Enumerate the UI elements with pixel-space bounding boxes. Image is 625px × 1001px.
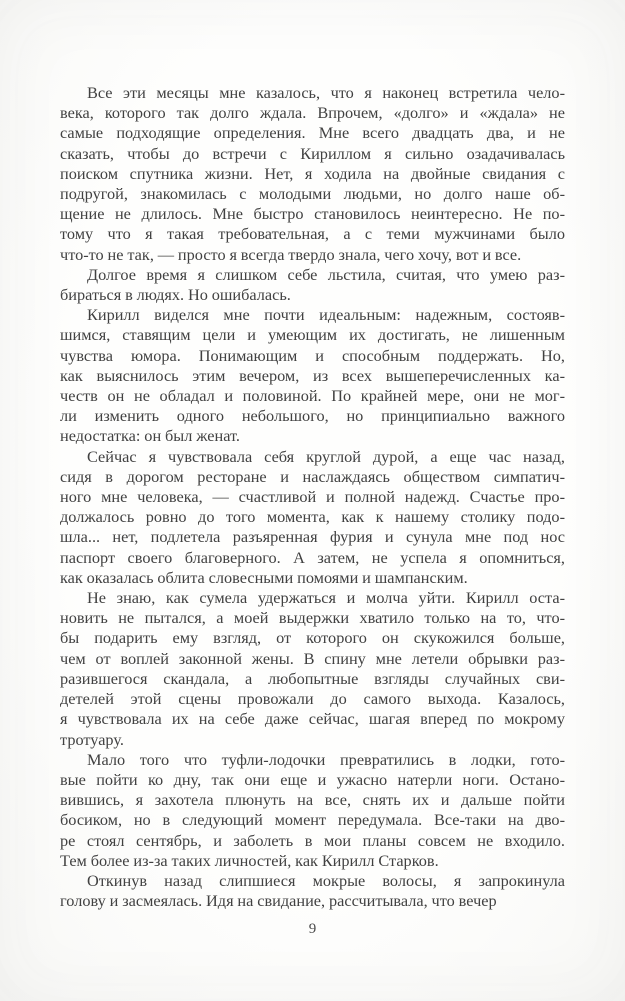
text-line: самые подходящие определения. Мне всего двадцать два, и не	[60, 123, 565, 143]
text-line: подругой, знакомилась с молодыми людьми, но долго наше об-	[60, 184, 565, 204]
text-line: босиком, но в следующий момент передумала. Все-таки на дво-	[60, 810, 565, 830]
text-line: Мало того что туфли-лодочки превратились в лодки, гото-	[87, 749, 565, 769]
text-line: я чувствовала их на себе даже сейчас, шагая вперед по мокрому	[60, 709, 565, 729]
text-line: чувства юмора. Понимающим и способным поддержать. Но,	[60, 345, 565, 365]
text-line: щение не длилось. Мне быстро становилось неинтересно. Не по-	[60, 204, 565, 224]
text-line: что-то не так, — просто я всегда твердо знала, чего хочу, вот и все.	[60, 244, 522, 264]
text-line: вые пойти ко дну, так они еще и ужасно натерли ноги. Остано-	[60, 769, 565, 789]
text-line: ли изменить одного небольшого, но принципиально важного	[60, 406, 565, 426]
text-line: сидя в дорогом ресторане и наслаждаясь обществом симпатич-	[60, 466, 565, 486]
text-line: голову и засмеялась. Идя на свидание, рассчитывала, что вечер	[60, 891, 497, 911]
text-line: Не знаю, как сумела удержаться и молча уйти. Кирилл оста-	[87, 588, 565, 608]
text-line: ре стоял сентябрь, и заболеть в мои планы совсем не входило.	[60, 830, 565, 850]
paragraph	[60, 265, 565, 305]
text-line: Откинув назад слипшиеся мокрые волосы, я запрокинула	[87, 870, 565, 890]
text-line: как оказалась облита словесными помоями и шампанским.	[60, 567, 468, 587]
text-line: Все эти месяцы мне казалось, что я наконец встретила чело-	[87, 83, 565, 102]
text-line: Сейчас я чувствовала себя круглой дурой, а еще час назад,	[87, 446, 565, 466]
text-line: чем от воплей законной жены. В спину мне летели обрывки раз-	[60, 648, 565, 668]
text-line: тротуару.	[60, 729, 124, 749]
text-line: должалось ровно до того момента, как к нашему столику подо-	[60, 507, 565, 527]
text-line: как выяснилось этим вечером, из всех вышеперечисленных ка-	[60, 365, 565, 385]
text-line: детелей этой сцены провожали до самого выхода. Казалось,	[60, 689, 565, 709]
page-text	[60, 83, 565, 911]
paragraph	[60, 447, 565, 588]
text-line: бираться в людях. Но ошибалась.	[60, 285, 291, 305]
text-line: вившись, я захотела плюнуть на все, снять их и дальше пойти	[60, 790, 565, 810]
text-line: Долгое время я слишком себе льстила, считая, что умею раз-	[87, 264, 565, 284]
text-line: сказать, чтобы до встречи с Кириллом я сильно озадачивалась	[60, 143, 565, 163]
text-line: шла... нет, подлетела разъяренная фурия и сунула мне под нос	[60, 527, 565, 547]
text-line: шимся, ставящим цели и умеющим их достигать, не лишенным	[60, 325, 565, 345]
text-line: бы подарить ему взгляд, от которого он скукожился больше,	[60, 628, 565, 648]
text-line: паспорт своего благоверного. А затем, не успела я опомниться,	[60, 547, 565, 567]
paragraph	[60, 83, 565, 265]
text-line: новить не пытался, а моей выдержки хватило только на то, что-	[60, 608, 565, 628]
text-line: Тем более из-за таких личностей, как Кирилл Старков.	[60, 850, 439, 870]
text-line: ного мне человека, — счастливой и полной надежд. Счастье про-	[60, 487, 565, 507]
text-line: честв он не обладал и половиной. По крайней мере, они не мог-	[60, 386, 565, 406]
text-line: разившегося скандала, а любопытные взгляды случайных сви-	[60, 668, 565, 688]
text-line: века, которого так долго ждала. Впрочем, «долго» и «ждала» не	[60, 103, 565, 123]
paragraph	[60, 750, 565, 871]
text-line: недостатка: он был женат.	[60, 426, 240, 446]
paragraph	[60, 871, 565, 911]
paragraph	[60, 588, 565, 750]
page-number: 9	[308, 921, 317, 937]
text-line: поиском спутника жизни. Нет, я ходила на двойные свидания с	[60, 163, 565, 183]
text-line: тому что я такая требовательная, а с теми мужчинами было	[60, 224, 565, 244]
paragraph	[60, 305, 565, 446]
text-line: Кирилл виделся мне почти идеальным: надежным, состояв-	[87, 305, 565, 325]
